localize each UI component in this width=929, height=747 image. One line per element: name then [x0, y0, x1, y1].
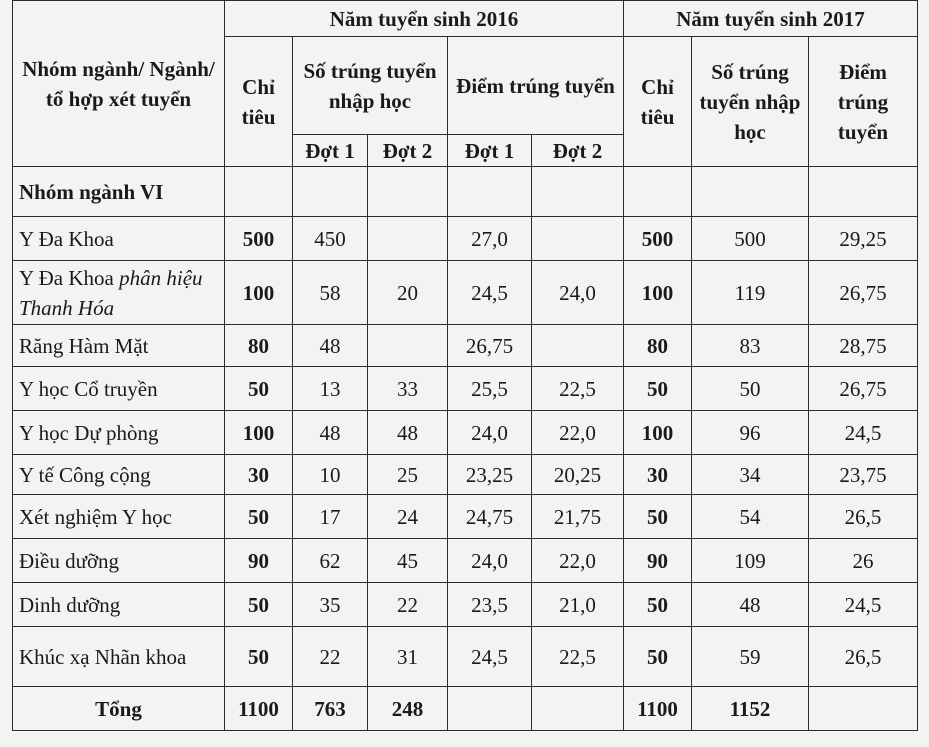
enrolled-2017: 109 [692, 539, 809, 583]
major-name [13, 539, 225, 583]
quota-2016: 500 [225, 217, 293, 261]
score-2017: 26,5 [809, 627, 918, 687]
header-round-1-score: Đợt 1 [448, 135, 532, 167]
total-quota-2016: 1100 [225, 687, 293, 731]
score-2016-round2: 22,5 [532, 627, 624, 687]
score-2016-round2: 24,0 [532, 261, 624, 325]
major-name-text: Khúc xạ Nhãn khoa [19, 644, 187, 669]
enrolled-2016-round1: 48 [293, 325, 368, 367]
score-2016-round2 [532, 217, 624, 261]
enrolled-2017: 500 [692, 217, 809, 261]
enrolled-2016-round1: 450 [293, 217, 368, 261]
major-name-branch: phân hiệu Thanh Hóa [19, 265, 203, 320]
score-2016-round1: 27,0 [448, 217, 532, 261]
score-2016-round1: 26,75 [448, 325, 532, 367]
enrolled-2016-round1: 10 [293, 455, 368, 495]
score-2016-round1: 24,0 [448, 411, 532, 455]
major-name [13, 217, 225, 261]
major-name [13, 261, 225, 325]
header-quota-2017: Chỉ tiêu [624, 37, 692, 167]
total-enrolled-2017: 1152 [692, 687, 809, 731]
major-name [13, 455, 225, 495]
quota-2017: 80 [624, 325, 692, 367]
quota-2017: 30 [624, 455, 692, 495]
header-year-2016: Năm tuyển sinh 2016 [225, 1, 624, 37]
quota-2017: 90 [624, 539, 692, 583]
major-name-text: Y Đa Khoa [19, 265, 114, 290]
enrolled-2016-round2 [368, 325, 448, 367]
enrolled-2016-round1: 35 [293, 583, 368, 627]
total-score-round1 [448, 687, 532, 731]
score-2016-round1: 23,25 [448, 455, 532, 495]
table-row [13, 217, 918, 261]
quota-2016: 50 [225, 367, 293, 411]
enrolled-2016-round1: 48 [293, 411, 368, 455]
quota-2016: 100 [225, 411, 293, 455]
header-enrolled-2016: Số trúng tuyển nhập học [293, 37, 448, 135]
enrolled-2016-round2: 24 [368, 495, 448, 539]
total-enrolled-round2: 248 [368, 687, 448, 731]
score-2016-round1: 24,5 [448, 627, 532, 687]
header-score-2016: Điểm trúng tuyển [448, 37, 624, 135]
major-name [13, 495, 225, 539]
enrolled-2016-round1: 58 [293, 261, 368, 325]
enrolled-2016-round2: 45 [368, 539, 448, 583]
major-name-text: Y tế Công cộng [19, 462, 151, 487]
major-name-text: Y học Cổ truyền [19, 376, 158, 401]
enrolled-2017: 83 [692, 325, 809, 367]
header-round-2-score: Đợt 2 [532, 135, 624, 167]
group-label: Nhóm ngành VI [13, 167, 225, 217]
enrolled-2017: 96 [692, 411, 809, 455]
total-score-2017 [809, 687, 918, 731]
quota-2017: 50 [624, 367, 692, 411]
enrolled-2016-round2: 25 [368, 455, 448, 495]
score-2017: 26,75 [809, 261, 918, 325]
score-2017: 26,75 [809, 367, 918, 411]
table-row [13, 583, 918, 627]
quota-2017: 50 [624, 495, 692, 539]
enrolled-2016-round2: 31 [368, 627, 448, 687]
quota-2017: 100 [624, 261, 692, 325]
score-2016-round1: 23,5 [448, 583, 532, 627]
score-2017: 28,75 [809, 325, 918, 367]
table-row [13, 539, 918, 583]
score-2016-round1: 25,5 [448, 367, 532, 411]
enrolled-2016-round2: 22 [368, 583, 448, 627]
score-2016-round1: 24,75 [448, 495, 532, 539]
total-quota-2017: 1100 [624, 687, 692, 731]
enrolled-2017: 119 [692, 261, 809, 325]
major-name-text: Xét nghiệm Y học [19, 504, 172, 529]
total-enrolled-round1: 763 [293, 687, 368, 731]
quota-2016: 30 [225, 455, 293, 495]
major-name-text: Dinh dưỡng [19, 592, 121, 617]
major-name [13, 325, 225, 367]
total-label: Tổng [13, 687, 225, 731]
header-round-1-enrolled: Đợt 1 [293, 135, 368, 167]
enrolled-2016-round1: 17 [293, 495, 368, 539]
header-year-2017: Năm tuyển sinh 2017 [624, 1, 918, 37]
table-row [13, 455, 918, 495]
table-row [13, 367, 918, 411]
quota-2017: 500 [624, 217, 692, 261]
table-row [13, 325, 918, 367]
header-round-2-enrolled: Đợt 2 [368, 135, 448, 167]
table-row [13, 627, 918, 687]
score-2016-round2: 21,75 [532, 495, 624, 539]
enrolled-2017: 50 [692, 367, 809, 411]
quota-2016: 50 [225, 495, 293, 539]
quota-2017: 100 [624, 411, 692, 455]
enrolled-2016-round2 [368, 217, 448, 261]
score-2016-round2: 22,0 [532, 411, 624, 455]
table-row [13, 495, 918, 539]
major-name-text: Y học Dự phòng [19, 420, 159, 445]
score-2016-round1: 24,0 [448, 539, 532, 583]
table-row [13, 261, 918, 325]
header-row-years [13, 1, 918, 37]
score-2017: 24,5 [809, 583, 918, 627]
score-2016-round1: 24,5 [448, 261, 532, 325]
score-2016-round2 [532, 325, 624, 367]
quota-2016: 50 [225, 627, 293, 687]
quota-2016: 80 [225, 325, 293, 367]
enrolled-2016-round1: 22 [293, 627, 368, 687]
score-2017: 24,5 [809, 411, 918, 455]
enrolled-2017: 48 [692, 583, 809, 627]
score-2016-round2: 22,5 [532, 367, 624, 411]
quota-2017: 50 [624, 583, 692, 627]
enrolled-2017: 59 [692, 627, 809, 687]
header-score-2017: Điểm trúng tuyển [809, 37, 918, 167]
score-2017: 29,25 [809, 217, 918, 261]
score-2017: 26,5 [809, 495, 918, 539]
score-2016-round2: 21,0 [532, 583, 624, 627]
major-name [13, 367, 225, 411]
quota-2016: 90 [225, 539, 293, 583]
enrolled-2017: 34 [692, 455, 809, 495]
major-name [13, 583, 225, 627]
enrolled-2016-round2: 48 [368, 411, 448, 455]
total-score-round2 [532, 687, 624, 731]
header-quota-2016: Chỉ tiêu [225, 37, 293, 167]
header-major-group: Nhóm ngành/ Ngành/ tổ hợp xét tuyển [13, 1, 225, 167]
header-enrolled-2017: Số trúng tuyển nhập học [692, 37, 809, 167]
enrolled-2017: 54 [692, 495, 809, 539]
enrolled-2016-round2: 33 [368, 367, 448, 411]
enrolled-2016-round1: 13 [293, 367, 368, 411]
major-name-text: Răng Hàm Mặt [19, 333, 149, 358]
major-name [13, 627, 225, 687]
table-body [13, 217, 918, 687]
table-row [13, 411, 918, 455]
enrolled-2016-round2: 20 [368, 261, 448, 325]
score-2017: 23,75 [809, 455, 918, 495]
quota-2016: 50 [225, 583, 293, 627]
admission-table [12, 0, 918, 731]
enrolled-2016-round1: 62 [293, 539, 368, 583]
score-2017: 26 [809, 539, 918, 583]
total-row [13, 687, 918, 731]
major-name-text: Y Đa Khoa [19, 226, 114, 251]
score-2016-round2: 22,0 [532, 539, 624, 583]
quota-2017: 50 [624, 627, 692, 687]
score-2016-round2: 20,25 [532, 455, 624, 495]
major-name-text: Điều dưỡng [19, 548, 120, 573]
quota-2016: 100 [225, 261, 293, 325]
group-row [13, 167, 918, 217]
major-name [13, 411, 225, 455]
